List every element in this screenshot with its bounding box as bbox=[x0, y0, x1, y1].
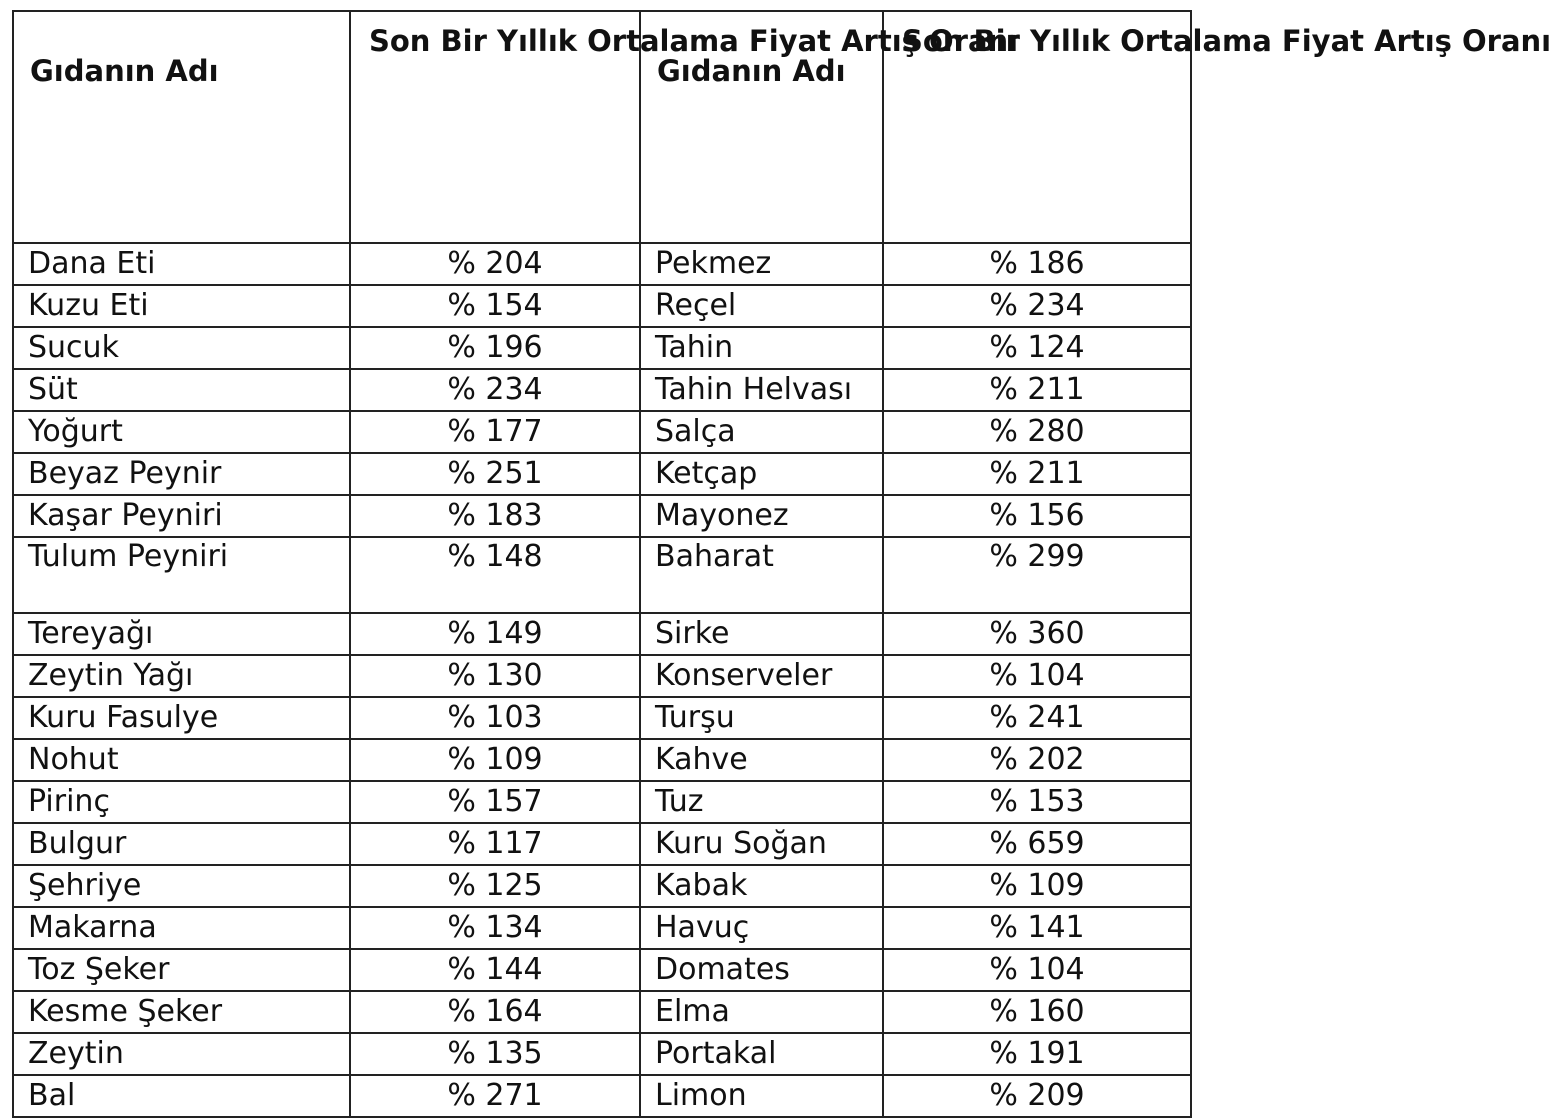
food-name-left-cell: Beyaz Peynir bbox=[13, 453, 350, 495]
rate-right-cell: % 659 bbox=[883, 823, 1191, 865]
rate-left-cell: % 117 bbox=[350, 823, 640, 865]
rate-left-cell: % 183 bbox=[350, 495, 640, 537]
rate-right-cell: % 280 bbox=[883, 411, 1191, 453]
food-name-left-cell: Toz Şeker bbox=[13, 949, 350, 991]
rate-right-cell: % 211 bbox=[883, 369, 1191, 411]
rate-right-cell: % 186 bbox=[883, 243, 1191, 285]
food-name-right-cell: Kabak bbox=[640, 865, 883, 907]
rate-left-cell: % 177 bbox=[350, 411, 640, 453]
food-name-right-cell: Pekmez bbox=[640, 243, 883, 285]
food-name-right-cell: Konserveler bbox=[640, 655, 883, 697]
table-row bbox=[13, 739, 1191, 781]
rate-left-cell: % 157 bbox=[350, 781, 640, 823]
rate-right-cell: % 234 bbox=[883, 285, 1191, 327]
header-rate-left: Son Bir Yıllık Ortalama Fiyat Artış Oranı bbox=[350, 11, 640, 243]
table-row bbox=[13, 823, 1191, 865]
food-name-right-cell: Elma bbox=[640, 991, 883, 1033]
table-body bbox=[13, 243, 1191, 1117]
food-name-right-cell: Tuz bbox=[640, 781, 883, 823]
food-name-right-cell: Salça bbox=[640, 411, 883, 453]
table-row bbox=[13, 655, 1191, 697]
food-name-left-cell: Şehriye bbox=[13, 865, 350, 907]
rate-left-cell: % 164 bbox=[350, 991, 640, 1033]
rate-left-cell: % 125 bbox=[350, 865, 640, 907]
food-name-right-cell: Havuç bbox=[640, 907, 883, 949]
header-food-name-left: Gıdanın Adı bbox=[13, 11, 350, 243]
rate-left-cell: % 144 bbox=[350, 949, 640, 991]
food-name-right-cell: Turşu bbox=[640, 697, 883, 739]
rate-right-cell: % 104 bbox=[883, 949, 1191, 991]
food-name-right-cell: Baharat bbox=[640, 537, 883, 613]
rate-left-cell: % 271 bbox=[350, 1075, 640, 1117]
food-name-left-cell: Dana Eti bbox=[13, 243, 350, 285]
rate-right-cell: % 156 bbox=[883, 495, 1191, 537]
rate-left-cell: % 251 bbox=[350, 453, 640, 495]
rate-left-cell: % 109 bbox=[350, 739, 640, 781]
table-row bbox=[13, 613, 1191, 655]
table-row bbox=[13, 1075, 1191, 1117]
table-row bbox=[13, 949, 1191, 991]
table-row bbox=[13, 327, 1191, 369]
rate-right-cell: % 160 bbox=[883, 991, 1191, 1033]
rate-right-cell: % 209 bbox=[883, 1075, 1191, 1117]
rate-left-cell: % 135 bbox=[350, 1033, 640, 1075]
food-name-left-cell: Bal bbox=[13, 1075, 350, 1117]
table-row bbox=[13, 243, 1191, 285]
table-row bbox=[13, 285, 1191, 327]
rate-right-cell: % 104 bbox=[883, 655, 1191, 697]
rate-right-cell: % 124 bbox=[883, 327, 1191, 369]
food-price-table bbox=[12, 10, 1551, 1118]
table-row bbox=[13, 865, 1191, 907]
rate-left-cell: % 149 bbox=[350, 613, 640, 655]
rate-left-cell: % 134 bbox=[350, 907, 640, 949]
header-food-name-right: Gıdanın Adı bbox=[640, 11, 883, 243]
food-name-right-cell: Ketçap bbox=[640, 453, 883, 495]
rate-left-cell: % 130 bbox=[350, 655, 640, 697]
table-row bbox=[13, 991, 1191, 1033]
rate-left-cell: % 196 bbox=[350, 327, 640, 369]
table-row bbox=[13, 369, 1191, 411]
food-name-left-cell: Tulum Peyniri bbox=[13, 537, 350, 613]
food-name-right-cell: Kuru Soğan bbox=[640, 823, 883, 865]
table-row bbox=[13, 781, 1191, 823]
food-name-left-cell: Zeytin Yağı bbox=[13, 655, 350, 697]
food-name-left-cell: Sucuk bbox=[13, 327, 350, 369]
food-name-left-cell: Tereyağı bbox=[13, 613, 350, 655]
header-rate-right: Son Bir Yıllık Ortalama Fiyat Artış Oranı bbox=[883, 11, 1191, 243]
food-name-right-cell: Mayonez bbox=[640, 495, 883, 537]
rate-left-cell: % 204 bbox=[350, 243, 640, 285]
food-name-right-cell: Reçel bbox=[640, 285, 883, 327]
rate-left-cell: % 103 bbox=[350, 697, 640, 739]
food-name-left-cell: Nohut bbox=[13, 739, 350, 781]
rate-left-cell: % 234 bbox=[350, 369, 640, 411]
food-name-left-cell: Zeytin bbox=[13, 1033, 350, 1075]
rate-right-cell: % 153 bbox=[883, 781, 1191, 823]
rate-right-cell: % 241 bbox=[883, 697, 1191, 739]
table-row bbox=[13, 697, 1191, 739]
food-name-left-cell: Kuzu Eti bbox=[13, 285, 350, 327]
rate-left-cell: % 148 bbox=[350, 537, 640, 613]
rate-right-cell: % 360 bbox=[883, 613, 1191, 655]
table-row bbox=[13, 537, 1191, 613]
rate-right-cell: % 299 bbox=[883, 537, 1191, 613]
table-row bbox=[13, 453, 1191, 495]
rate-left-cell: % 154 bbox=[350, 285, 640, 327]
table-row bbox=[13, 411, 1191, 453]
table-header bbox=[13, 11, 1551, 243]
rate-right-cell: % 141 bbox=[883, 907, 1191, 949]
food-name-left-cell: Kesme Şeker bbox=[13, 991, 350, 1033]
food-name-left-cell: Yoğurt bbox=[13, 411, 350, 453]
table-row bbox=[13, 907, 1191, 949]
table-row bbox=[13, 1033, 1191, 1075]
food-name-left-cell: Süt bbox=[13, 369, 350, 411]
food-name-right-cell: Domates bbox=[640, 949, 883, 991]
food-name-right-cell: Sirke bbox=[640, 613, 883, 655]
rate-right-cell: % 211 bbox=[883, 453, 1191, 495]
header-row bbox=[13, 11, 1191, 243]
food-name-right-cell: Portakal bbox=[640, 1033, 883, 1075]
rate-right-cell: % 202 bbox=[883, 739, 1191, 781]
food-name-left-cell: Makarna bbox=[13, 907, 350, 949]
food-name-left-cell: Kuru Fasulye bbox=[13, 697, 350, 739]
food-name-left-cell: Kaşar Peyniri bbox=[13, 495, 350, 537]
food-name-right-cell: Tahin Helvası bbox=[640, 369, 883, 411]
food-name-right-cell: Limon bbox=[640, 1075, 883, 1117]
rate-right-cell: % 191 bbox=[883, 1033, 1191, 1075]
table-row bbox=[13, 495, 1191, 537]
food-name-left-cell: Pirinç bbox=[13, 781, 350, 823]
rate-right-cell: % 109 bbox=[883, 865, 1191, 907]
food-name-left-cell: Bulgur bbox=[13, 823, 350, 865]
food-name-right-cell: Tahin bbox=[640, 327, 883, 369]
food-name-right-cell: Kahve bbox=[640, 739, 883, 781]
